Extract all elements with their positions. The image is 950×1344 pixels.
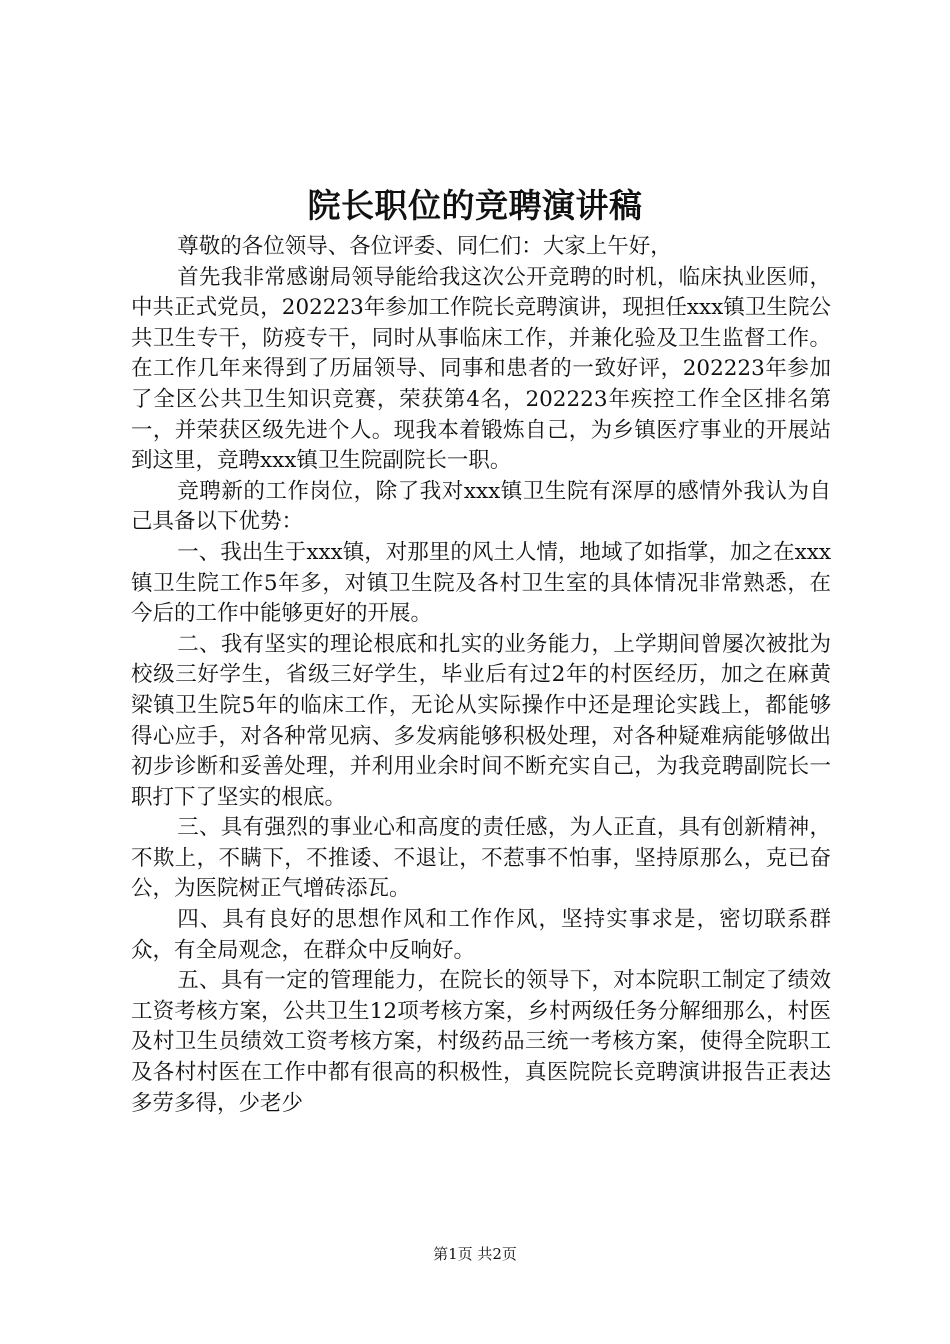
paragraph-advantage-5: 五、具有一定的管理能力，在院长的领导下，对本院职工制定了绩效工资考核方案，公共卫生12项考核方案，乡村两级任务分解细那么，村医及村卫生员绩效工资考核方案，村级药品三统一考核方案，使得全院职工及各村村医在工作中都有很高的积极性，真医院院长竞聘演讲报告正表达多劳多得，少老少 <box>131 968 831 1116</box>
paragraph-advantage-2: 二、我有坚实的理论根底和扎实的业务能力，上学期间曾屡次被批为校级三好学生，省级三好学生，毕业后有过2年的村医经历，加之在麻黄梁镇卫生院5年的临床工作，无论从实际操作中还是理论实践上，都能够得心应手，对各种常见病、多发病能够积极处理，对各种疑难病能够做出初步诊断和妥善处理，并利用业余时间不断充实自己，为我竞聘副院长一职打下了坚实的根底。 <box>131 631 831 810</box>
document-body <box>131 232 831 1119</box>
document-title: 院长职位的竞聘演讲稿 <box>307 186 643 225</box>
paragraph-advantage-4: 四、具有良好的思想作风和工作作风，坚持实事求是，密切联系群众，有全局观念，在群众中反响好。 <box>131 907 831 963</box>
paragraph-advantage-1: 一、我出生于xxx镇，对那里的风土人情，地域了如指掌，加之在xxx镇卫生院工作5年多，对镇卫生院及各村卫生室的具体情况非常熟悉，在今后的工作中能够更好的开展。 <box>131 539 831 627</box>
paragraph-advantage-3: 三、具有强烈的事业心和高度的责任感，为人正直，具有创新精神，不欺上，不瞒下，不推诿、不退让，不惹事不怕事，坚持原那么，克已奋公，为医院树正气增砖添瓦。 <box>131 815 831 902</box>
paragraph-advantages-intro: 竞聘新的工作岗位，除了我对xxx镇卫生院有深厚的感情外我认为自己具备以下优势： <box>131 478 831 535</box>
paragraph-introduction: 首先我非常感谢局领导能给我这次公开竞聘的时机，临床执业医师，中共正式党员，202223年参加工作院长竞聘演讲，现担任xxx镇卫生院公共卫生专干，防疫专干，同时从事临床工作，并兼化验及卫生监督工作。在工作几年来得到了历届领导、同事和患者的一致好评，202223年参加了全区公共卫生知识竞赛，荣获第4名，202223年疾控工作全区排名第一，并荣获区级先进个人。现我本着锻炼自己，为乡镇医疗事业的开展站到这里，竞聘xxx镇卫生院副院长一职。 <box>131 264 831 474</box>
page-indicator: 第1页 共2页 <box>433 1245 517 1263</box>
paragraph-greeting: 尊敬的各位领导、各位评委、同仁们：大家上午好， <box>177 234 672 259</box>
